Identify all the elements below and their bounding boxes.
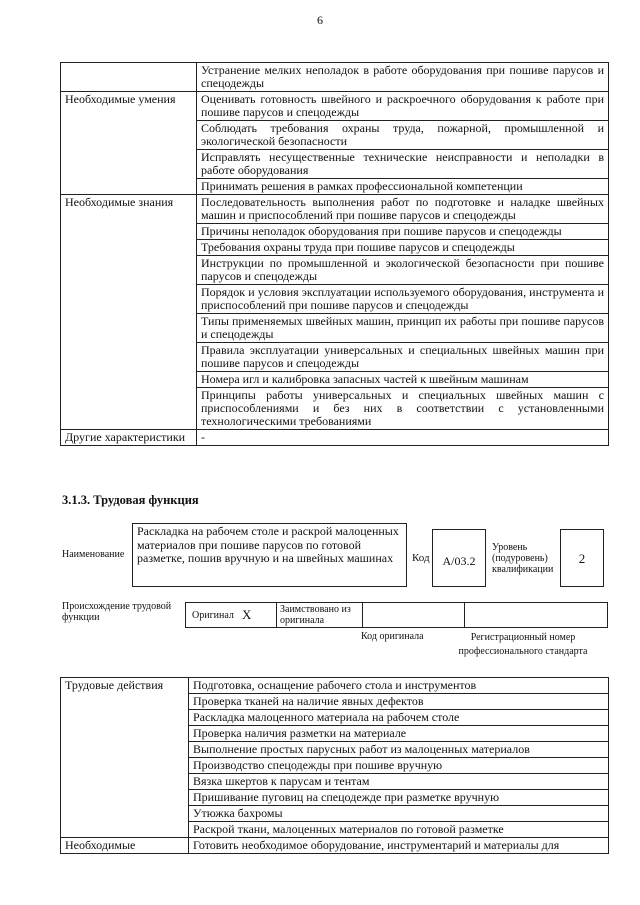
original-label: Оригинал xyxy=(192,610,234,621)
row-value: Правила эксплуатации универсальных и специальных швейных машин при пошиве парусов и спецодежды xyxy=(197,343,609,372)
section-heading: 3.1.3. Трудовая функция xyxy=(62,493,199,507)
top-requirements-table xyxy=(60,62,609,446)
row-value: Последовательность выполнения работ по подготовке и наладке швейных машин и приспособлений при пошиве парусов и спецодежды xyxy=(197,195,609,224)
table-row xyxy=(61,838,609,854)
reg-number-caption: Регистрационный номер профессионального стандарта xyxy=(458,632,588,657)
row-value: Устранение мелких неполадок в работе оборудования при пошиве парусов и спецодежды xyxy=(197,63,609,92)
row-value: Причины неполадок оборудования при пошиве парусов и спецодежды xyxy=(197,224,609,240)
labor-actions-table xyxy=(60,677,609,854)
row-label xyxy=(61,63,197,92)
original-mark: X xyxy=(242,607,252,622)
cell-divider xyxy=(464,603,465,627)
function-name-box: Раскладка на рабочем столе и раскрой малоценных материалов при пошиве парусов по готовой разметке, пошив вручную и на швейных машинах xyxy=(132,523,407,587)
row-value: Вязка шкертов к парусам и тентам xyxy=(189,774,609,790)
row-value: Утюжка бахромы xyxy=(189,806,609,822)
row-label: Необходимые знания xyxy=(61,195,197,430)
row-value: Подготовка, оснащение рабочего стола и инструментов xyxy=(189,678,609,694)
cell-divider xyxy=(276,603,277,627)
borrowed-label: Заимствовано из оригинала xyxy=(280,604,351,626)
level-box: 2 xyxy=(560,529,604,587)
row-value: - xyxy=(197,430,609,446)
origin-box xyxy=(185,602,608,628)
row-value: Номера игл и калибровка запасных частей к швейным машинам xyxy=(197,372,609,388)
row-value: Требования охраны труда при пошиве парусов и спецодежды xyxy=(197,240,609,256)
row-label: Трудовые действия xyxy=(61,678,189,838)
name-label: Наименование xyxy=(62,549,125,560)
row-value: Типы применяемых швейных машин, принцип их работы при пошиве парусов и спецодежды xyxy=(197,314,609,343)
row-value: Инструкции по промышленной и экологической безопасности при пошиве парусов и спецодежды xyxy=(197,256,609,285)
table-row xyxy=(61,195,609,224)
row-value: Проверка наличия разметки на материале xyxy=(189,726,609,742)
code-box xyxy=(432,529,486,587)
row-value: Производство спецодежды при пошиве вручную xyxy=(189,758,609,774)
level-label: Уровень (подуровень) квалификации xyxy=(492,542,554,575)
cell-divider xyxy=(362,603,363,627)
row-label: Необходимые умения xyxy=(61,92,197,195)
orig-code-caption: Код оригинала xyxy=(361,631,424,642)
origin-label: Происхождение трудовой функции xyxy=(62,601,172,623)
code-value: А/03.2 xyxy=(442,554,476,568)
row-value: Раскладка малоценного материала на рабочем столе xyxy=(189,710,609,726)
row-value: Порядок и условия эксплуатации используемого оборудования, инструмента и приспособлений при пошиве парусов и спецодежды xyxy=(197,285,609,314)
code-label: Код xyxy=(412,552,430,564)
row-value: Принципы работы универсальных и специальных швейных машин с приспособлениями и без них в соответствии с установленными технологическими требованиями xyxy=(197,388,609,430)
table-row xyxy=(61,63,609,92)
row-value: Выполнение простых парусных работ из малоценных материалов xyxy=(189,742,609,758)
row-label: Другие характеристики xyxy=(61,430,197,446)
row-label: Необходимые xyxy=(61,838,189,854)
row-value: Проверка тканей на наличие явных дефектов xyxy=(189,694,609,710)
row-value: Оценивать готовность швейного и раскроечного оборудования к работе при пошиве парусов и спецодежды xyxy=(197,92,609,121)
row-value: Принимать решения в рамках профессиональной компетенции xyxy=(197,179,609,195)
page-number: 6 xyxy=(317,13,323,27)
row-value: Раскрой ткани, малоценных материалов по готовой разметке xyxy=(189,822,609,838)
row-value: Готовить необходимое оборудование, инструментарий и материалы для xyxy=(189,838,609,854)
table-row xyxy=(61,678,609,694)
table-row xyxy=(61,92,609,121)
table-row xyxy=(61,430,609,446)
row-value: Пришивание пуговиц на спецодежде при разметке вручную xyxy=(189,790,609,806)
row-value: Исправлять несущественные технические неисправности и неполадки в работе оборудования xyxy=(197,150,609,179)
row-value: Соблюдать требования охраны труда, пожарной, промышленной и экологической безопасности xyxy=(197,121,609,150)
